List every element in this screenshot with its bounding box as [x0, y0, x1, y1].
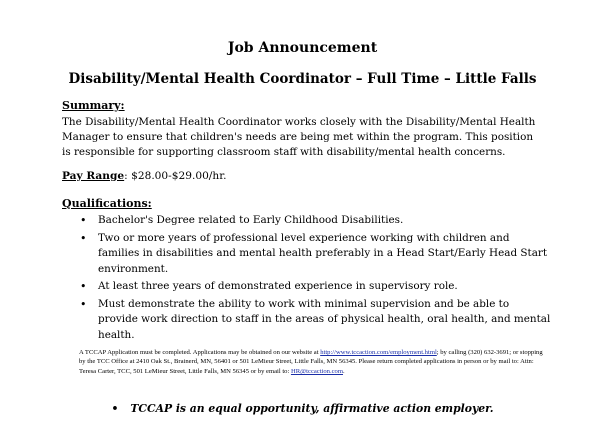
bullet-icon: •: [80, 214, 87, 227]
application-instructions: A TCCAP Application must be completed. Applications may be obtained on our website at http://www.tccaction.com/employment.html; by calling (320) 632-3691; or stopping by the TCC Office at 2410 Oak St., Brainerd, MN, 56401 or 501 LeMieur Street, Little Falls, MN 56345. Please return completed applications in person or by mail to: Attn: Teresa Carter, TCC, 501 LeMieur Street, Little Falls, MN 56345 or by email to: HR@tccaction.com.: [79, 349, 543, 375]
list-item: • Bachelor's Degree related to Early Childhood Disabilities.: [80, 214, 404, 227]
pay-range-value: : $28.00-$29.00/hr.: [124, 170, 227, 182]
list-item: • At least three years of demonstrated experience in supervisory role.: [80, 280, 458, 293]
eeo-statement: • TCCAP is an equal opportunity, affirmative action employer.: [111, 402, 494, 415]
list-item: • Must demonstrate the ability to work with minimal supervision and be able to provide work direction to staff in the areas of physical health, oral health, and mental health.: [80, 297, 551, 341]
website-link[interactable]: http://www.tccaction.com/employment.html: [320, 349, 437, 356]
qualifications-list: [62, 213, 552, 345]
summary-text: The Disability/Mental Health Coordinator works closely with the Disability/Mental Health Manager to ensure that children's needs are being met within the program. This position is responsible for supporting classroom staff with disability/mental health concerns.: [62, 116, 536, 158]
bullet-icon: •: [111, 402, 119, 415]
summary-heading: Summary:: [62, 99, 125, 112]
qualifications-heading: Qualifications:: [62, 197, 152, 210]
list-item: • Two or more years of professional level experience working with children and families in disabilities and mental health preferably in a Head Start/Early Head Start environment.: [80, 231, 548, 275]
pay-range-label: Pay Range: [62, 170, 125, 182]
bullet-icon: •: [80, 280, 87, 293]
job-title: Disability/Mental Health Coordinator – Full Time – Little Falls: [68, 71, 537, 87]
page-title: Job Announcement: [227, 40, 378, 56]
bullet-icon: •: [80, 297, 87, 311]
email-link[interactable]: HR@tccaction.com: [290, 367, 343, 375]
pay-range: [62, 170, 226, 182]
bullet-icon: •: [80, 231, 87, 245]
